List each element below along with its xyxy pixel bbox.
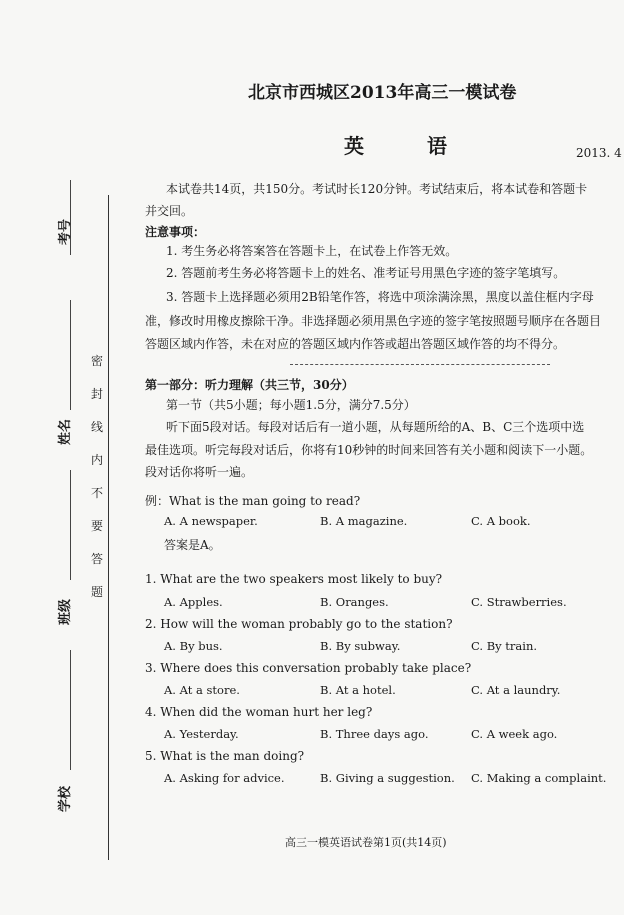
option: C. At a laundry. <box>471 683 561 697</box>
seal-char: 要 <box>90 519 103 533</box>
note-item: 2. 答题前考生务必将答题卡上的姓名、准考证号用黑色字迹的签字笔填写。 <box>166 266 566 280</box>
option: B. Three days ago. <box>320 727 429 741</box>
example-answer: 答案是A。 <box>164 538 221 552</box>
seal-char: 答 <box>90 552 103 566</box>
divider <box>290 364 550 365</box>
section-heading: 第一节（共5小题；每小题1.5分，满分7.5分） <box>166 398 416 412</box>
subject-title: 英 语 <box>344 134 475 158</box>
school-label: 学校 <box>58 785 73 812</box>
notes-heading: 注意事项： <box>145 225 206 239</box>
instruction-line: 听下面5段对话。每段对话后有一道小题，从每题所给的A、B、C三个选项中选 <box>166 420 585 434</box>
seal-char: 题 <box>90 585 103 599</box>
option: C. A week ago. <box>471 727 558 741</box>
note-item: 1. 考生务必将答案答在答题卡上，在试卷上作答无效。 <box>166 244 458 258</box>
seal-char: 不 <box>90 486 103 500</box>
exam-title: 北京市西城区2013年高三一模试卷 <box>248 83 517 103</box>
part-heading: 第一部分：听力理解（共三节，30分） <box>145 378 354 392</box>
seal-char: 内 <box>90 453 103 467</box>
underline <box>70 470 71 580</box>
option: A. Asking for advice. <box>164 771 285 785</box>
question: 4. When did the woman hurt her leg? <box>145 705 373 719</box>
exam-date: 2013. 4 <box>576 146 622 160</box>
intro-line: 并交回。 <box>145 204 194 218</box>
underline <box>70 650 71 770</box>
option: A. Yesterday. <box>164 727 239 741</box>
question: 1. What are the two speakers most likely to buy? <box>145 572 443 586</box>
option: B. Giving a suggestion. <box>320 771 455 785</box>
note-item: 3. 答题卡上选择题必须用2B铅笔作答，将选中项涂满涂黑，黑度以盖住框内字母 <box>166 290 594 304</box>
option: B. A magazine. <box>320 514 408 528</box>
seal-char: 密 <box>90 354 103 368</box>
example-question: 例：What is the man going to read? <box>145 494 361 508</box>
instruction-line: 最佳选项。听完每段对话后，你将有10秒钟的时间来回答有关小题和阅读下一小题。 <box>145 443 593 457</box>
option: C. By train. <box>471 639 538 653</box>
option: C. A book. <box>471 514 531 528</box>
seal-char: 封 <box>90 387 103 401</box>
seal-text <box>90 345 104 609</box>
option: B. At a hotel. <box>320 683 396 697</box>
seal-line <box>108 195 109 860</box>
page-footer: 高三一模英语试卷第1页(共14页) <box>285 836 447 849</box>
exam-number-label: 考号 <box>58 218 73 245</box>
option: C. Making a complaint. <box>471 771 607 785</box>
option: A. By bus. <box>164 639 223 653</box>
name-label: 姓名 <box>58 418 73 445</box>
question: 5. What is the man doing? <box>145 749 305 763</box>
option: B. Oranges. <box>320 595 389 609</box>
question: 2. How will the woman probably go to the station? <box>145 617 453 631</box>
intro-line: 本试卷共14页，共150分。考试时长120分钟。考试结束后，将本试卷和答题卡 <box>166 182 588 196</box>
option: C. Strawberries. <box>471 595 567 609</box>
option: A. Apples. <box>164 595 223 609</box>
note-item: 准，修改时用橡皮擦除干净。非选择题必须用黑色字迹的签字笔按照题号顺序在各题目 <box>145 314 602 328</box>
question: 3. Where does this conversation probably take place? <box>145 661 472 675</box>
option: A. A newspaper. <box>164 514 258 528</box>
class-label: 班级 <box>58 598 73 625</box>
option: B. By subway. <box>320 639 401 653</box>
underline <box>70 300 71 410</box>
option: A. At a store. <box>164 683 240 697</box>
seal-char: 线 <box>90 420 103 434</box>
note-item: 答题区域内作答，未在对应的答题区域内作答或超出答题区域作答的均不得分。 <box>145 337 566 351</box>
instruction-line: 段对话你将听一遍。 <box>145 465 254 479</box>
